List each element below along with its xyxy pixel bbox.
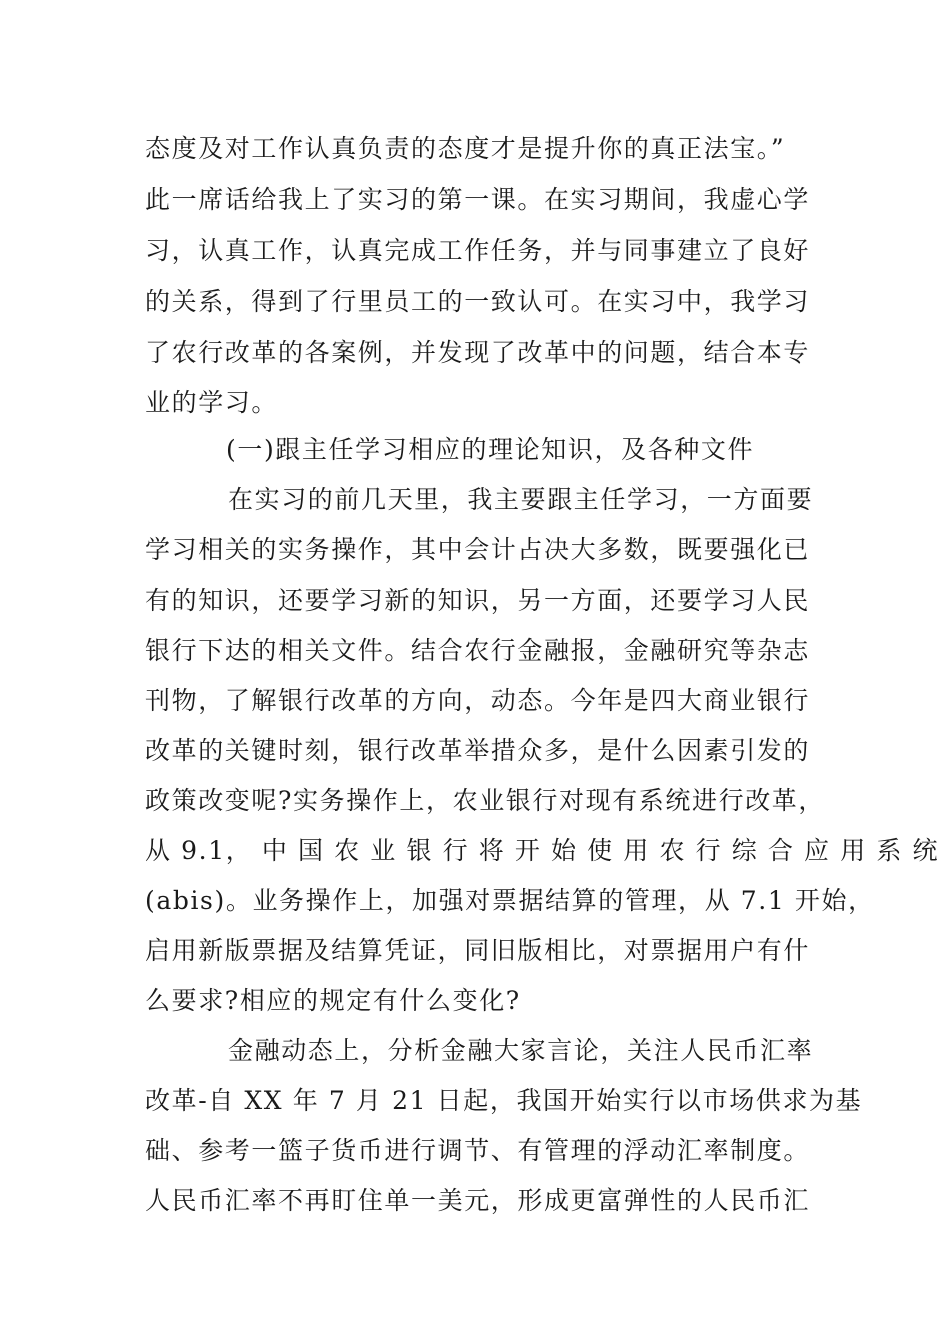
- text-line: 人民币汇率不再盯住单一美元，形成更富弹性的人民币汇: [145, 1186, 811, 1215]
- text-line: 在实习的前几天里，我主要跟主任学习，一方面要: [228, 485, 814, 514]
- text-line: 态度及对工作认真负责的态度才是提升你的真正法宝。”: [145, 134, 786, 163]
- text-line: 业的学习。: [145, 388, 279, 417]
- text-line: 政策改变呢?实务操作上，农业银行对现有系统进行改革，: [145, 786, 826, 815]
- text-line: 此一席话给我上了实习的第一课。在实习期间，我虚心学: [145, 185, 811, 214]
- text-line: 么要求?相应的规定有什么变化?: [145, 986, 521, 1015]
- text-line: 础、参考一篮子货币进行调节、有管理的浮动汇率制度。: [145, 1136, 811, 1165]
- text-line: 启用新版票据及结算凭证，同旧版相比，对票据用户有什: [145, 936, 811, 965]
- text-line: 的关系，得到了行里员工的一致认可。在实习中，我学习: [145, 287, 811, 316]
- text-line: 有的知识，还要学习新的知识，另一方面，还要学习人民: [145, 586, 811, 615]
- text-line: 改革-自 XX 年 7 月 21 日起，我国开始实行以市场供求为基: [145, 1086, 863, 1115]
- text-line: (abis)。业务操作上，加强对票据结算的管理，从 7.1 开始，: [145, 886, 875, 915]
- text-line: 从 9.1， 中 国 农 业 银 行 将 开 始 使 用 农 行 综 合 应 用 系 统: [145, 836, 940, 865]
- text-line: 刊物，了解银行改革的方向，动态。今年是四大商业银行: [145, 686, 811, 715]
- section-heading: (一)跟主任学习相应的理论知识，及各种文件: [226, 435, 755, 464]
- text-line: 银行下达的相关文件。结合农行金融报，金融研究等杂志: [145, 636, 811, 665]
- text-line: 改革的关键时刻，银行改革举措众多，是什么因素引发的: [145, 736, 811, 765]
- text-line: 了农行改革的各案例，并发现了改革中的问题，结合本专: [145, 338, 811, 367]
- text-line: 学习相关的实务操作，其中会计占决大多数，既要强化已: [145, 535, 811, 564]
- text-line: 金融动态上，分析金融大家言论，关注人民币汇率: [228, 1036, 814, 1065]
- text-line: 习，认真工作，认真完成工作任务，并与同事建立了良好: [145, 236, 811, 265]
